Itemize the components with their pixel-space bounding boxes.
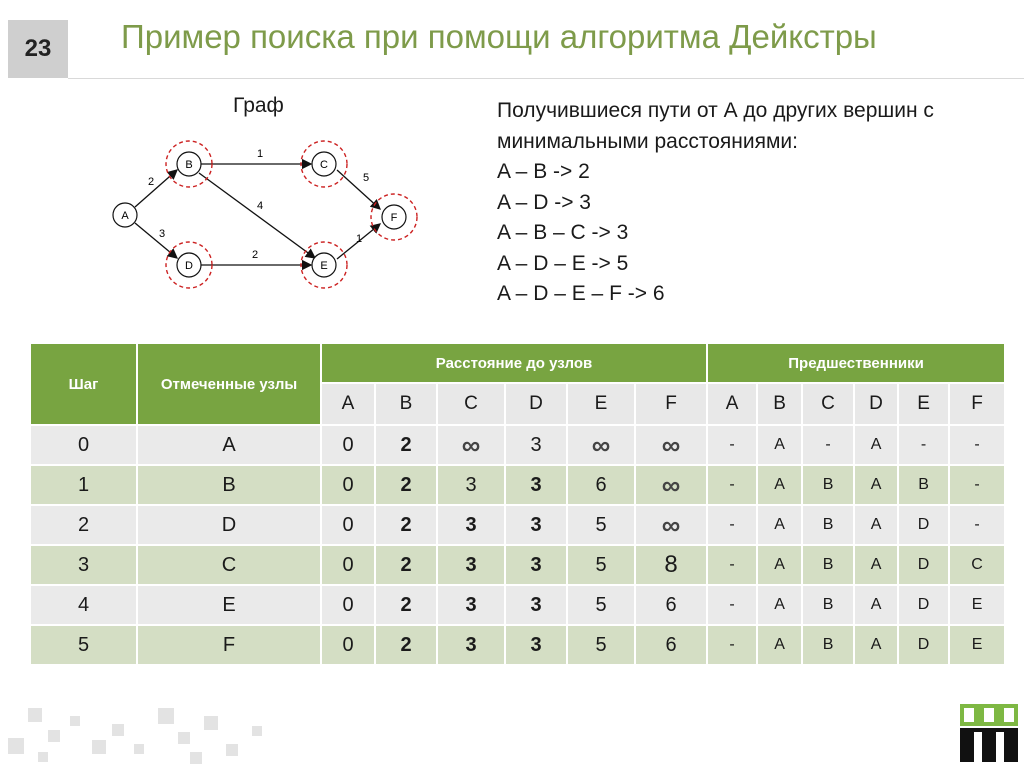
- marked-cell: C: [137, 545, 321, 585]
- pred-cell: D: [898, 545, 949, 585]
- pred-cell: -: [707, 625, 757, 665]
- shortest-paths: [497, 96, 934, 310]
- table-row: [30, 545, 1005, 585]
- table-row: [30, 425, 1005, 465]
- distance-cell: 0: [321, 425, 375, 465]
- pred-cell: B: [802, 465, 854, 505]
- path-line: A – D -> 3: [497, 190, 591, 214]
- edge-weight-a-b: 2: [147, 176, 155, 188]
- pred-cell: B: [802, 625, 854, 665]
- pred-cell: -: [707, 545, 757, 585]
- title-divider: [68, 78, 1024, 79]
- edge-weight-d-e: 2: [251, 249, 259, 261]
- distance-cell: ∞: [635, 425, 707, 465]
- table-row: [30, 465, 1005, 505]
- step-cell: 0: [30, 425, 137, 465]
- pred-cell: B: [802, 545, 854, 585]
- marked-cell: D: [137, 505, 321, 545]
- path-line: A – B -> 2: [497, 160, 590, 183]
- pred-cell: A: [757, 545, 802, 585]
- edge-a-d: [135, 223, 177, 258]
- distance-col-header: B: [375, 383, 437, 425]
- distance-cell: 5: [567, 505, 635, 545]
- pred-cell: -: [707, 465, 757, 505]
- pred-cell: -: [949, 505, 1005, 545]
- distance-cell: 2: [375, 465, 437, 505]
- marked-cell: E: [137, 585, 321, 625]
- distance-cell: 3: [437, 465, 505, 505]
- pred-col-header: D: [854, 383, 898, 425]
- distance-cell: 5: [567, 625, 635, 665]
- edge-weight-e-f: 1: [355, 233, 363, 245]
- distance-cell: ∞: [635, 505, 707, 545]
- pred-cell: B: [802, 585, 854, 625]
- step-cell: 2: [30, 505, 137, 545]
- path-line: A – D – E – F -> 6: [497, 282, 665, 305]
- step-cell: 4: [30, 585, 137, 625]
- distance-cell: 0: [321, 625, 375, 665]
- edge-a-b: [135, 170, 177, 207]
- distance-cell: 6: [635, 585, 707, 625]
- distance-cell: 2: [375, 545, 437, 585]
- header-distance: Расстояние до узлов: [321, 343, 707, 383]
- pred-cell: A: [854, 465, 898, 505]
- distance-cell: 3: [505, 545, 567, 585]
- graph-label: Граф: [233, 94, 284, 117]
- pred-cell: A: [757, 625, 802, 665]
- distance-cell: 2: [375, 505, 437, 545]
- pred-cell: -: [949, 425, 1005, 465]
- graph-diagram: [105, 135, 425, 295]
- pred-cell: E: [949, 625, 1005, 665]
- marked-cell: A: [137, 425, 321, 465]
- distance-cell: 5: [567, 585, 635, 625]
- distance-cell: 2: [375, 585, 437, 625]
- pred-cell: A: [757, 425, 802, 465]
- table-row: [30, 625, 1005, 665]
- distance-col-header: C: [437, 383, 505, 425]
- path-line: A – B – C -> 3: [497, 221, 629, 244]
- pred-cell: -: [707, 505, 757, 545]
- node-label-d: D: [185, 260, 193, 272]
- step-cell: 1: [30, 465, 137, 505]
- distance-cell: 3: [505, 425, 567, 465]
- distance-cell: 0: [321, 465, 375, 505]
- pred-cell: A: [757, 505, 802, 545]
- distance-col-header: D: [505, 383, 567, 425]
- distance-col-header: F: [635, 383, 707, 425]
- pred-col-header: A: [707, 383, 757, 425]
- node-label-e: E: [320, 260, 328, 272]
- pred-col-header: F: [949, 383, 1005, 425]
- pred-cell: A: [854, 505, 898, 545]
- pred-cell: B: [802, 505, 854, 545]
- table-row: [30, 585, 1005, 625]
- distance-cell: 3: [437, 585, 505, 625]
- distance-cell: 3: [505, 625, 567, 665]
- distance-cell: 0: [321, 585, 375, 625]
- header-marked-nodes: Отмеченные узлы: [137, 343, 321, 425]
- distance-cell: 3: [437, 545, 505, 585]
- edge-b-e: [199, 173, 315, 258]
- pred-cell: A: [757, 465, 802, 505]
- pred-col-header: B: [757, 383, 802, 425]
- marked-cell: F: [137, 625, 321, 665]
- distance-cell: 0: [321, 545, 375, 585]
- slide-title: Пример поиска при помощи алгоритма Дейкстры: [121, 18, 877, 55]
- distance-cell: 3: [505, 505, 567, 545]
- pred-cell: -: [707, 425, 757, 465]
- node-label-b: B: [185, 159, 193, 171]
- pred-cell: D: [898, 505, 949, 545]
- node-label-f: F: [390, 212, 398, 224]
- node-label-c: C: [320, 159, 328, 171]
- distance-col-header: E: [567, 383, 635, 425]
- pred-col-header: C: [802, 383, 854, 425]
- pred-cell: C: [949, 545, 1005, 585]
- edge-c-f: [337, 170, 380, 209]
- pred-cell: -: [707, 585, 757, 625]
- pred-cell: B: [898, 465, 949, 505]
- pred-cell: D: [898, 625, 949, 665]
- distance-cell: ∞: [635, 465, 707, 505]
- pred-col-header: E: [898, 383, 949, 425]
- step-cell: 5: [30, 625, 137, 665]
- pred-cell: A: [854, 425, 898, 465]
- distance-cell: 2: [375, 625, 437, 665]
- distance-cell: 3: [437, 505, 505, 545]
- distance-cell: 6: [635, 625, 707, 665]
- edge-weight-a-d: 3: [158, 228, 166, 240]
- paths-heading-line-2: минимальными расстояниями:: [497, 129, 798, 153]
- edge-weight-c-f: 5: [362, 172, 370, 184]
- pred-cell: D: [898, 585, 949, 625]
- node-label-a: A: [121, 210, 129, 222]
- header-step: Шаг: [30, 343, 137, 425]
- logo-icon: [960, 704, 1018, 762]
- distance-col-header: A: [321, 383, 375, 425]
- pred-cell: A: [854, 545, 898, 585]
- pred-cell: E: [949, 585, 1005, 625]
- step-cell: 3: [30, 545, 137, 585]
- pred-cell: -: [949, 465, 1005, 505]
- pred-cell: -: [802, 425, 854, 465]
- slide-number: 23: [8, 20, 68, 78]
- distance-cell: 2: [375, 425, 437, 465]
- distance-cell: 0: [321, 505, 375, 545]
- distance-cell: 5: [567, 545, 635, 585]
- header-predecessors: Предшественники: [707, 343, 1005, 383]
- distance-cell: 3: [505, 465, 567, 505]
- table-row: [30, 505, 1005, 545]
- distance-cell: 3: [505, 585, 567, 625]
- distance-cell: ∞: [437, 425, 505, 465]
- paths-heading-line-1: Получившиеся пути от А до других вершин с: [497, 99, 934, 122]
- distance-cell: 3: [437, 625, 505, 665]
- marked-cell: B: [137, 465, 321, 505]
- distance-cell: 6: [567, 465, 635, 505]
- edge-weight-b-c: 1: [256, 148, 264, 160]
- distance-cell: 8: [635, 545, 707, 585]
- distance-cell: ∞: [567, 425, 635, 465]
- pred-cell: -: [898, 425, 949, 465]
- pred-cell: A: [757, 585, 802, 625]
- path-line: A – D – E -> 5: [497, 251, 629, 275]
- edge-weight-b-e: 4: [256, 200, 264, 212]
- dijkstra-table: [29, 342, 1006, 666]
- pred-cell: A: [854, 625, 898, 665]
- pred-cell: A: [854, 585, 898, 625]
